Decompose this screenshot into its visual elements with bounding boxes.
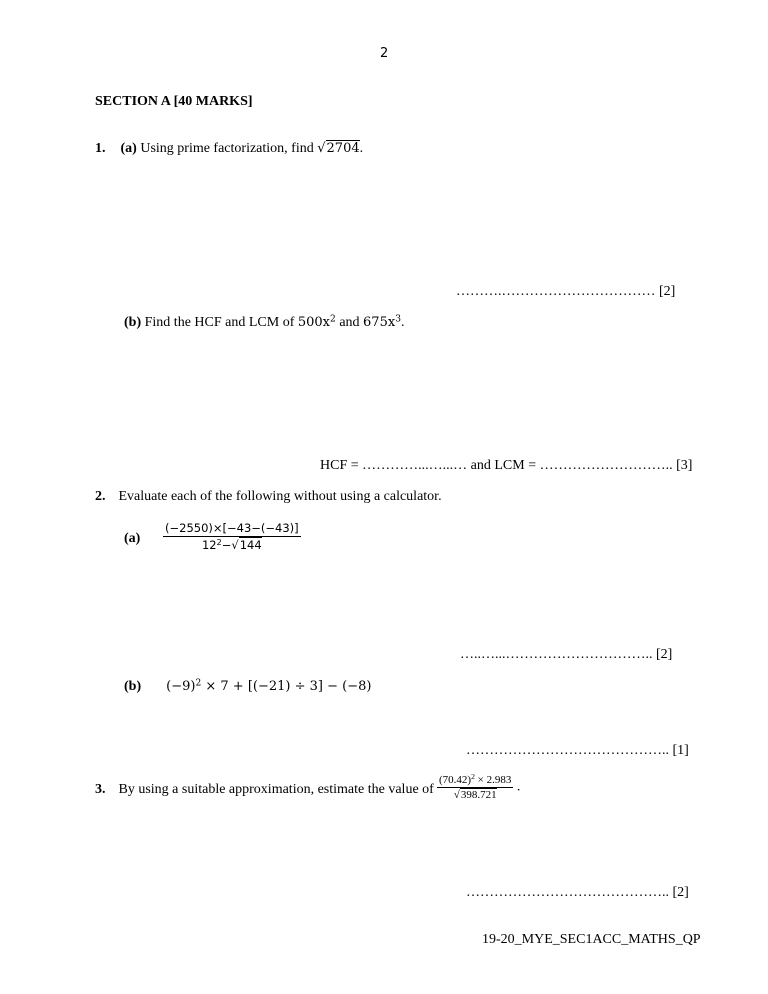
question-3 [95,782,434,798]
question-number: 1. [95,141,106,156]
question-text: Using prime factorization, find [140,141,314,156]
part-label: (a) [120,141,137,156]
question-text: By using a suitable approximation, estimate the value of [118,782,434,797]
lcm-label: LCM = [494,458,537,473]
answer-line-1a [456,284,675,300]
question-2-part-a-label [124,531,140,547]
expression-500x2: $500x^2$ [297,314,336,330]
marks: [3] [676,458,693,473]
hcf-answer-blank[interactable]: …………...…...… [362,458,468,473]
part-label: (b) [124,315,142,330]
answer-line-3 [466,885,689,901]
question-text: Find the HCF and LCM of [144,315,295,330]
question-2 [95,489,442,505]
marks: [2] [656,647,673,662]
answer-line-2a [460,647,672,663]
answer-blank[interactable]: …..…...………………………….. [460,647,653,662]
question-1-part-b: (b) Find the HCF and LCM of $500x^2$ and $675x^3$. [124,314,405,330]
hcf-label: HCF = [320,458,359,473]
square-root-expression: √2704 [317,141,360,156]
question-number: 2. [95,489,106,504]
answer-blank[interactable]: ……….…………………………… [456,284,656,299]
section-heading: SECTION A [40 MARKS] [95,94,253,109]
question-1-part-a: 1. (a) Using prime factorization, find √2704. [95,141,364,156]
lcm-answer-blank[interactable]: ……………………….. [539,458,673,473]
expression: $(-9)^2 \times 7 + [(-21) \div 3] - (-8)$ [166,678,372,694]
part-label: (b) [124,679,142,694]
question-3-fraction: $\frac{(70.42)^2 \times 2.983}{√398.721}$ . [439,772,521,801]
question-text: Evaluate each of the following without using a calculator. [118,489,442,504]
marks: [1] [672,743,689,758]
question-number: 3. [95,782,106,797]
part-label: (a) [124,531,141,546]
document-footer: 19-20_MYE_SEC1ACC_MATHS_QP [482,932,701,947]
answer-line-1b: HCF = …………...…...… and LCM = ……………………….. [3] [320,458,693,473]
page-number: 2 [380,46,389,61]
answer-line-2b [466,743,689,759]
marks: [2] [659,284,676,299]
marks: [2] [672,885,689,900]
answer-blank[interactable]: …………………………………….. [466,885,669,900]
expression-675x3: $675x^3$ [363,314,401,330]
question-2-part-b [124,679,371,695]
answer-blank[interactable]: …………………………………….. [466,743,669,758]
question-2-part-a-fraction: $\frac{(-2550)\times[-43-(-43)]}{12^2-√144}$ [165,521,299,552]
